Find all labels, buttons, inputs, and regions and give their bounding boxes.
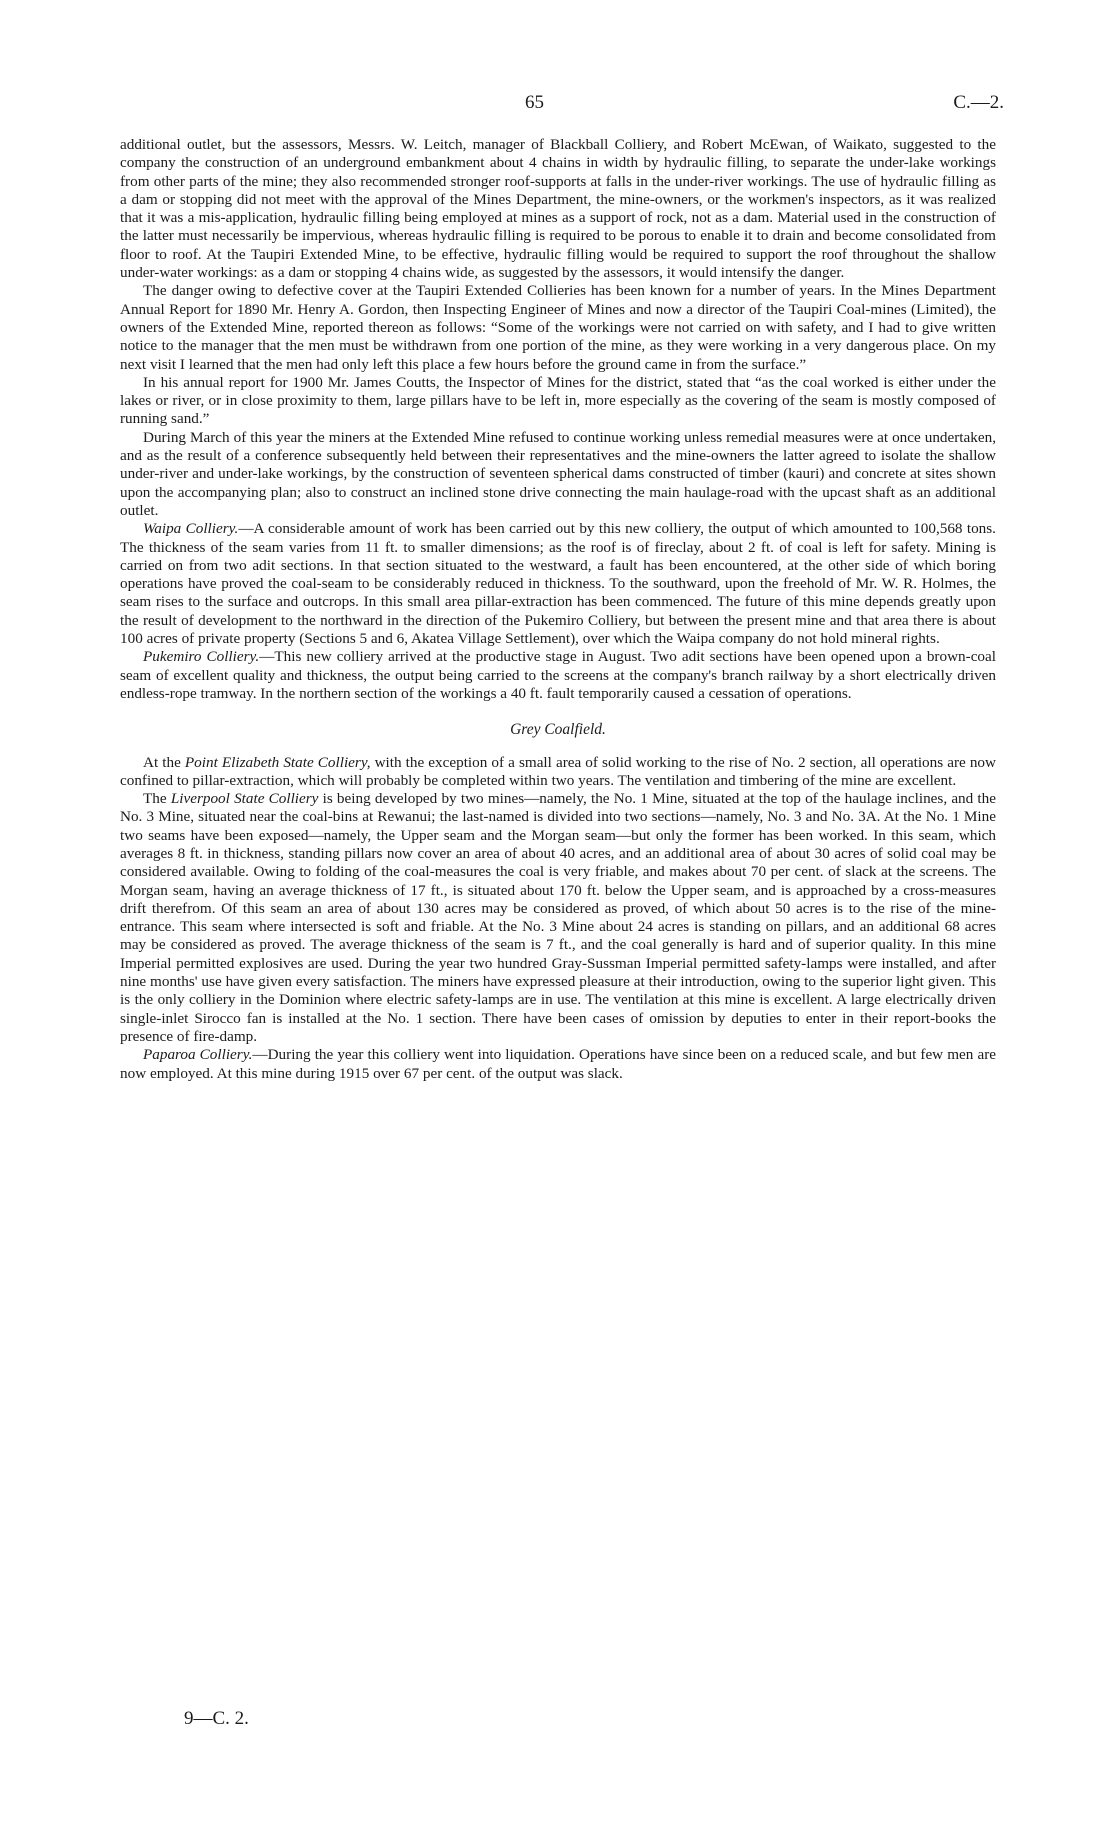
point-elizabeth-title: Point Elizabeth State Colliery, — [184, 753, 371, 771]
paragraph-danger: The danger owing to defective cover at the Taupiri Extended Collieries has been known for a number of years. In the Mines Department Annual Report for 1890 Mr. Henry A. Gordon, then Inspecting Engineer of Mines and now a director of the Taupiri Coal-mines (Limited), the owners of the Extended Mine, reported thereon as follows: “Some of the workings were not carried on with safety, and I had to give written notice to the manager that the men must be withdrawn from one portion of the mine, as they were working in a very dangerous place. On my next visit I learned that the men had only left this place a few hours before the ground came in from the surface.” — [120, 282, 996, 373]
paragraph-assessors: additional outlet, but the assessors, Messrs. W. Leitch, manager of Blackball Colliery, and Robert McEwan, of Waikato, suggested to the company the construction of an underground embankment about 4 chains in width by hydraulic filling, to separate the under-lake workings from other parts of the mine; they also recommended stronger roof-supports at falls in the under-river workings. The use of hydraulic filling as a dam or stopping did not meet with the approval of the Mines Department, the mine-owners, or the workmen's inspectors, as it was realized that it was a mis-application, hydraulic filling being employed at mines as a support of rock, not as a dam. Material used in the construction of the latter must necessarily be impervious, whereas hydraulic filling is required to be porous to enable it to drain and become consolidated from floor to roof. At the Taupiri Extended Mine, to be effective, hydraulic filling would be required to support the roof throughout the shallow under-water workings: as a dam or stopping 4 chains wide, as suggested by the assessors, it would intensify the danger. — [120, 136, 996, 282]
section-heading-grey-coalfield: Grey Coalfield. — [510, 721, 606, 739]
waipa-colliery-title: Waipa Colliery. — [143, 520, 239, 538]
signature-mark: 9—C. 2. — [184, 1708, 249, 1729]
point-elizabeth-pre: At the — [143, 753, 185, 771]
paragraph-waipa-colliery — [120, 520, 996, 648]
document-reference: C.—2. — [953, 92, 1004, 113]
paragraph-coutts-report: In his annual report for 1900 Mr. James Coutts, the Inspector of Mines for the district, stated that “as the coal worked is either under the lakes or river, or in close proximity to them, large pillars have to be left in, more especially as the covering of the seam is mostly composed of running sand.” — [120, 373, 996, 428]
waipa-colliery-text: —A considerable amount of work has been carried out by this new colliery, the output of which amounted to 100,568 tons. The thickness of the seam varies from 11 ft. to smaller dimensions; as the roof is of fireclay, about 2 ft. of coal is left for safety. Mining is carried on from two adit sections. In that section situated to the westward, a fault has been encountered, at the other side of which boring operations have proved the coal-seam to be considerably reduced in thickness. To the southward, upon the freehold of Mr. W. R. Holmes, the seam rises to the surface and outcrops. In this small area pillar-extraction has been commenced. The future of this mine depends greatly upon the result of development to the northward in the direction of the Pukemiro Colliery, but between the present mine and that area there is about 100 acres of private property (Sections 5 and 6, Akatea Village Settlement), over which the Waipa company do not hold mineral rights. — [120, 520, 996, 648]
paragraph-miners-march: During March of this year the miners at the Extended Mine refused to continue working unless remedial measures were at once undertaken, and as the result of a conference subsequently held between their representatives and the mine-owners the latter agreed to isolate the shallow under-river and under-lake workings, by the construction of seventeen spherical dams constructed of timber (kauri) and concrete at sites shown upon the accompanying plan; also to construct an inclined stone drive connecting the main haulage-road with the upcast shaft as an additional outlet. — [120, 428, 996, 519]
body-text — [120, 136, 996, 1083]
liverpool-text: is being developed by two mines—namely, the No. 1 Mine, situated at the top of the haulage inclines, and the No. 3 Mine, situated near the coal-bins at Rewanui; the last-named is divided into two sections—namely, No. 3 and No. 3A. At the No. 1 Mine two seams have been exposed—namely, the Upper seam and the Morgan seam—but only the former has been worked. In this seam, which averages 8 ft. in thickness, standing pillars now cover an area of about 40 acres, and an additional area of about 30 acres of solid coal may be considered available. Owing to folding of the coal-measures the coal is very friable, and makes about 70 per cent. of slack at the screens. The Morgan seam, having an average thickness of 17 ft., is situated about 170 ft. below the Upper seam, and is approached by a cross-measures drift therefrom. Of this seam an area of about 130 acres may be considered as proved, of which about 50 acres is to the rise of the mine-entrance. This seam where intersected is soft and friable. At the No. 3 Mine about 24 acres is standing on pillars, and an additional 68 acres may be considered as proved. The average thickness of the seam is 7 ft., and the coal generally is hard and of superior quality. In this mine Imperial permitted explosives are used. During the year two hundred Gray-Sussman Imperial permitted safety-lamps were installed, and after nine months' use have given every satisfaction. The miners have expressed pleasure at their introduction, owing to the superior light given. This is the only colliery in the Dominion where electric safety-lamps are in use. The ventilation at this mine is excellent. A large electrically driven single-inlet Sirocco fan is installed at the No. 1 section. There have been cases of omission by deputies to enter in their report-books the presence of fire-damp. — [120, 790, 996, 1045]
point-elizabeth-text: with the exception of a small area of solid working to the rise of No. 2 section, all operations are now confined to pillar-extraction, which will probably be completed within two years. The ventilation and timbering of the mine are excellent. — [120, 753, 996, 789]
paragraph-liverpool — [120, 790, 996, 1046]
paparoa-colliery-text: —During the year this colliery went into liquidation. Operations have since been on a reduced scale, and but few men are now employed. At this mine during 1915 over 67 per cent. of the output was slack. — [120, 1046, 996, 1082]
paparoa-colliery-title: Paparoa Colliery. — [143, 1046, 253, 1064]
page-number: 65 — [525, 92, 544, 113]
pukemiro-colliery-title: Pukemiro Colliery. — [143, 648, 260, 666]
paragraph-point-elizabeth — [120, 754, 996, 791]
liverpool-pre: The — [143, 790, 171, 808]
page-header — [0, 92, 1114, 118]
paragraph-pukemiro-colliery — [120, 648, 996, 703]
paragraph-paparoa — [120, 1046, 996, 1083]
liverpool-title: Liverpool State Colliery — [170, 790, 319, 808]
pukemiro-colliery-text: —This new colliery arrived at the productive stage in August. Two adit sections have been opened upon a brown-coal seam of excellent quality and thickness, the output being carried to the screens at the company's branch railway by a short electrically driven endless-rope tramway. In the northern section of the workings a 40 ft. fault temporarily caused a cessation of operations. — [120, 648, 996, 702]
